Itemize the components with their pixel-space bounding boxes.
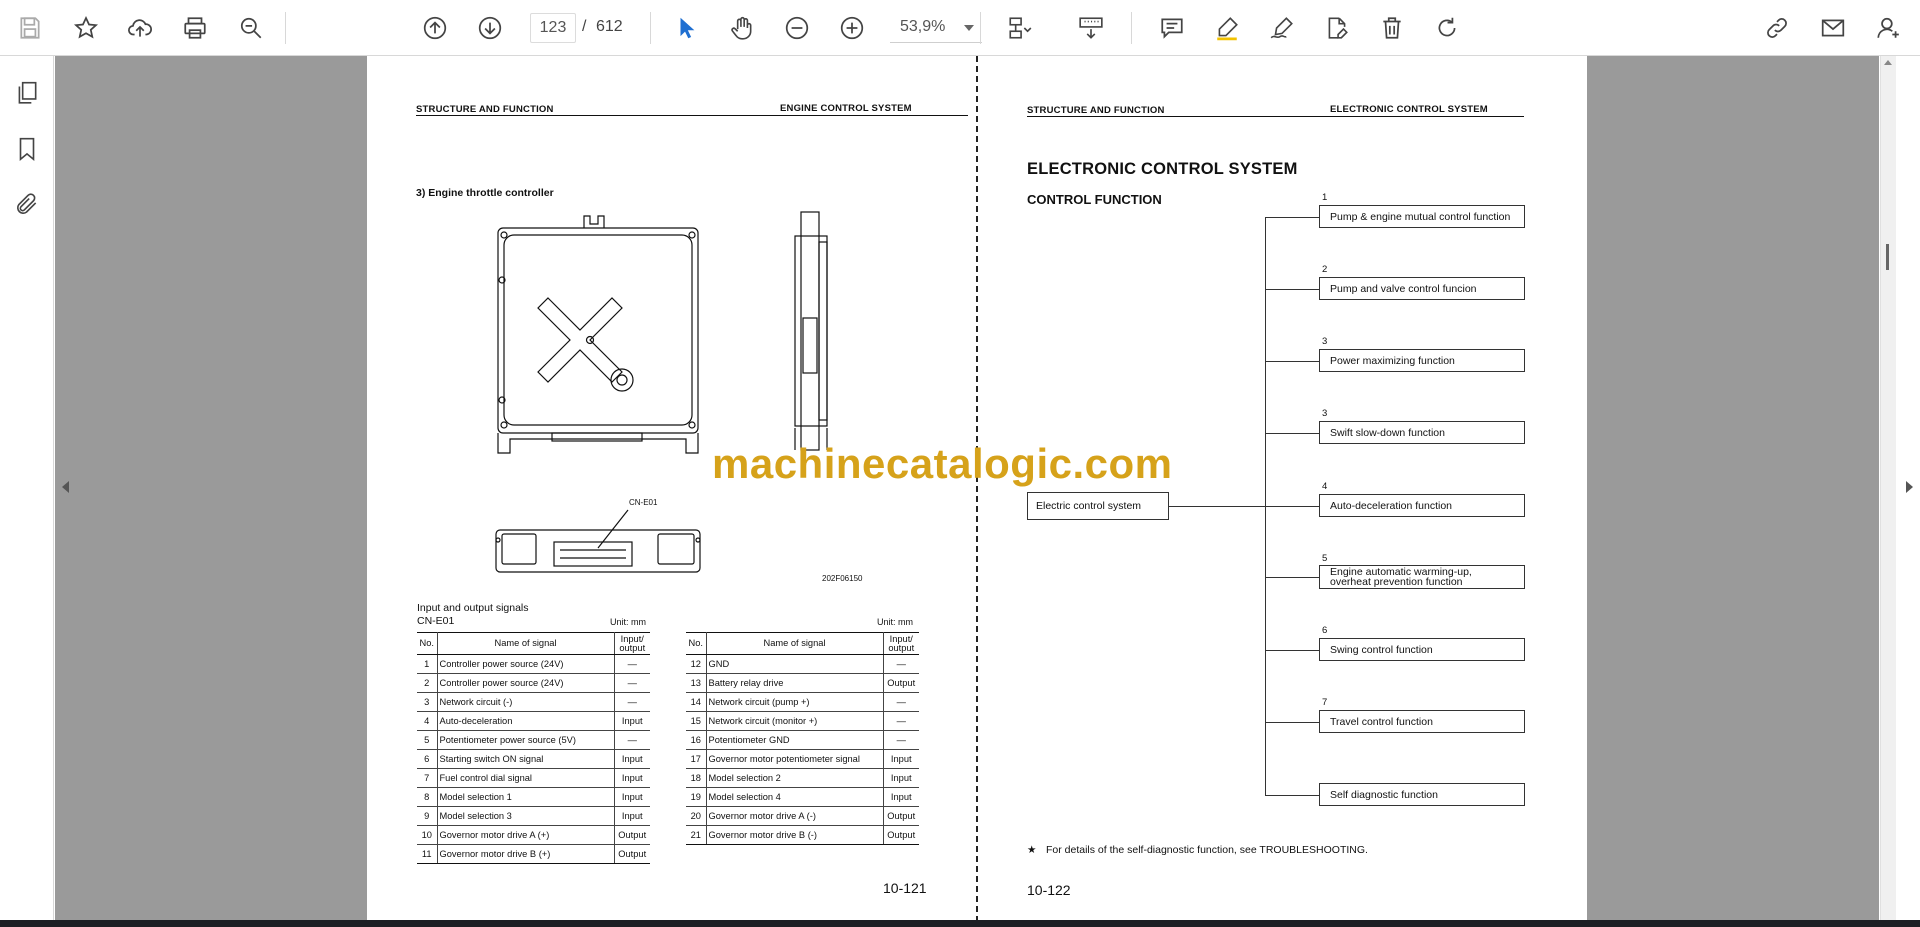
- table-row: 11 Governor motor drive B (+) Output: [417, 845, 650, 864]
- table-row: 16 Potentiometer GND —: [686, 731, 919, 750]
- unit-left: Unit: mm: [610, 617, 646, 627]
- page-header-left: STRUCTURE AND FUNCTION: [416, 104, 554, 115]
- main-system-box: Electric control system: [1027, 492, 1169, 520]
- table-row: 4 Auto-deceleration Input: [417, 712, 650, 731]
- table-row: 7 Fuel control dial signal Input: [417, 769, 650, 788]
- function-box: Swift slow-down function: [1319, 421, 1525, 444]
- table-row: 13 Battery relay drive Output: [686, 674, 919, 693]
- function-number: 5: [1322, 553, 1328, 564]
- function-number: 6: [1322, 625, 1328, 636]
- email-icon[interactable]: [1817, 12, 1849, 44]
- save-icon[interactable]: [14, 12, 46, 44]
- zoom-search-icon[interactable]: [235, 12, 267, 44]
- col-no: No.: [686, 633, 706, 655]
- connector-line: [1169, 506, 1265, 507]
- page-header-left: STRUCTURE AND FUNCTION: [1027, 105, 1165, 116]
- scroll-up-icon[interactable]: [1884, 60, 1892, 65]
- footnote-star: ★: [1027, 844, 1037, 856]
- function-box: Auto-deceleration function: [1319, 494, 1525, 517]
- page-number-input[interactable]: [530, 13, 576, 43]
- header-rule: [416, 115, 968, 116]
- total-pages: 612: [596, 18, 623, 35]
- upload-cloud-icon[interactable]: [124, 12, 156, 44]
- sub-heading: CONTROL FUNCTION: [1027, 192, 1162, 207]
- function-box: Self diagnostic function: [1319, 783, 1525, 806]
- controller-front-drawing: [492, 208, 712, 458]
- col-no: No.: [417, 633, 437, 655]
- function-number: 1: [1322, 192, 1328, 203]
- page-divider: [976, 56, 978, 922]
- scrollbar-thumb[interactable]: [1886, 244, 1889, 270]
- table-row: 20 Governor motor drive A (-) Output: [686, 807, 919, 826]
- table-row: 10 Governor motor drive A (+) Output: [417, 826, 650, 845]
- table-row: 17 Governor motor potentiometer signal Input: [686, 750, 919, 769]
- select-cursor-icon[interactable]: [671, 12, 703, 44]
- footnote: For details of the self-diagnostic function, see TROUBLESHOOTING.: [1046, 844, 1368, 856]
- function-box: Engine automatic warming-up, overheat prevention function: [1319, 565, 1525, 589]
- collapse-left-panel-icon[interactable]: [62, 481, 69, 493]
- chevron-down-icon: [964, 25, 974, 31]
- figure-code: 202F06150: [822, 574, 863, 583]
- comment-icon[interactable]: [1156, 12, 1188, 44]
- function-number: 7: [1322, 697, 1328, 708]
- edit-document-icon[interactable]: [1321, 12, 1353, 44]
- table-row: 5 Potentiometer power source (5V) —: [417, 731, 650, 750]
- zoom-dropdown[interactable]: [890, 13, 982, 43]
- col-name: Name of signal: [706, 633, 883, 655]
- function-number: 3: [1322, 336, 1328, 347]
- previous-page-icon[interactable]: [419, 12, 451, 44]
- function-number: 3: [1322, 408, 1328, 419]
- zoom-value: 53,9%: [900, 18, 946, 35]
- pdf-page-122: [977, 56, 1587, 922]
- table-row: 14 Network circuit (pump +) —: [686, 693, 919, 712]
- table-row: 12 GND —: [686, 655, 919, 674]
- controller-side-drawing: [791, 208, 841, 458]
- share-link-icon[interactable]: [1761, 12, 1793, 44]
- pdf-page-121: [367, 56, 977, 922]
- scroll-mode-icon[interactable]: [1075, 12, 1107, 44]
- function-box: Swing control function: [1319, 638, 1525, 661]
- bookmark-star-icon[interactable]: [70, 12, 102, 44]
- unit-right: Unit: mm: [877, 617, 913, 627]
- table-row: 15 Network circuit (monitor +) —: [686, 712, 919, 731]
- page-display-icon[interactable]: [1004, 12, 1036, 44]
- next-page-icon[interactable]: [474, 12, 506, 44]
- page-number-left: 10-121: [883, 880, 927, 896]
- section-heading: ELECTRONIC CONTROL SYSTEM: [1027, 160, 1298, 178]
- hand-tool-icon[interactable]: [726, 12, 758, 44]
- col-io: Input/ output: [883, 633, 919, 655]
- function-box: Power maximizing function: [1319, 349, 1525, 372]
- table-row: 6 Starting switch ON signal Input: [417, 750, 650, 769]
- col-name: Name of signal: [437, 633, 614, 655]
- document-viewport[interactable]: [55, 56, 1879, 922]
- table-row: 8 Model selection 1 Input: [417, 788, 650, 807]
- signals-table-right: [686, 632, 919, 845]
- table-row: 3 Network circuit (-) —: [417, 693, 650, 712]
- attachments-paperclip-icon[interactable]: [12, 189, 42, 219]
- account-user-icon[interactable]: [1872, 12, 1904, 44]
- signals-table-left: [417, 632, 650, 864]
- highlight-pen-icon[interactable]: [1211, 12, 1243, 44]
- left-sidebar: [0, 56, 54, 922]
- toolbar: [0, 0, 1920, 56]
- page-thumbnails-icon[interactable]: [12, 78, 42, 108]
- function-box: Travel control function: [1319, 710, 1525, 733]
- function-box: Pump & engine mutual control function: [1319, 205, 1525, 228]
- expand-right-panel-icon[interactable]: [1906, 481, 1913, 493]
- header-rule: [1027, 116, 1524, 117]
- zoom-out-icon[interactable]: [781, 12, 813, 44]
- page-separator: /: [582, 18, 587, 35]
- rotate-redo-icon[interactable]: [1431, 12, 1463, 44]
- connector-bottom-drawing: [492, 498, 712, 578]
- vertical-scrollbar[interactable]: [1880, 56, 1896, 922]
- table-row: 2 Controller power source (24V) —: [417, 674, 650, 693]
- table-row: 21 Governor motor drive B (-) Output: [686, 826, 919, 845]
- function-number: 4: [1322, 481, 1328, 492]
- connector-name: CN-E01: [417, 615, 455, 627]
- taskbar-strip: [0, 920, 1920, 927]
- col-io: Input/ output: [614, 633, 650, 655]
- watermark: machinecatalogic.com: [712, 440, 1173, 487]
- function-number: 2: [1322, 264, 1328, 275]
- page-number-right: 10-122: [1027, 882, 1071, 898]
- connector-label: CN-E01: [629, 498, 658, 507]
- table-row: 9 Model selection 3 Input: [417, 807, 650, 826]
- draw-sign-icon[interactable]: [1266, 12, 1298, 44]
- section-title: 3) Engine throttle controller: [416, 187, 554, 199]
- table-row: 18 Model selection 2 Input: [686, 769, 919, 788]
- table-row: 1 Controller power source (24V) —: [417, 655, 650, 674]
- table-row: 19 Model selection 4 Input: [686, 788, 919, 807]
- print-icon[interactable]: [179, 12, 211, 44]
- page-header-right: ELECTRONIC CONTROL SYSTEM: [1330, 104, 1488, 115]
- page-header-right: ENGINE CONTROL SYSTEM: [780, 103, 912, 114]
- bookmarks-icon[interactable]: [12, 134, 42, 164]
- signals-title: Input and output signals: [417, 602, 529, 614]
- zoom-in-icon[interactable]: [836, 12, 868, 44]
- delete-trash-icon[interactable]: [1376, 12, 1408, 44]
- function-box: Pump and valve control funcion: [1319, 277, 1525, 300]
